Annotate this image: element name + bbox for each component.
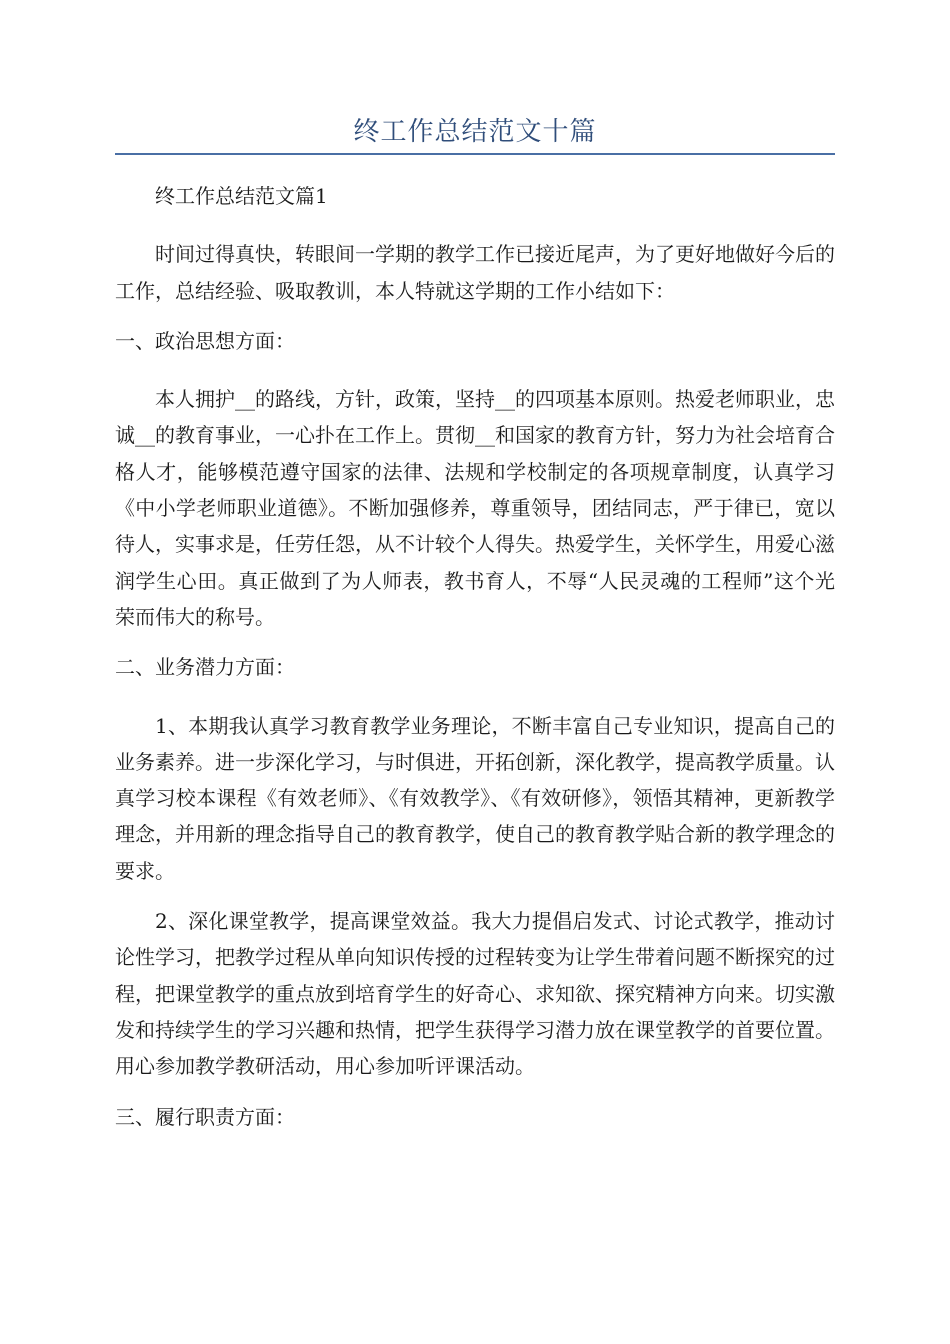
title-underline — [115, 153, 835, 155]
section-body-politics: 本人拥护__的路线，方针，政策，坚持__的四项基本原则。热爱老师职业，忠诚__的教育事业，一心扑在工作上。贯彻__和国家的教育方针，努力为社会培育合格人才，能够模范遵守国家的法律、法规和学校制定的各项规章制度，认真学习《中小学老师职业道德》。不断加强修养，尊重领导，团结同志，严于律已，宽以待人，实事求是，任劳任怨，从不计较个人得失。热爱学生，关怀学生，用爱心滋润学生心田。真正做到了为人师表，教书育人，不辱“人民灵魂的工程师”这个光荣而伟大的称号。 — [115, 387, 835, 629]
document-body — [115, 178, 835, 1157]
article-subtitle: 终工作总结范文篇1 — [155, 184, 328, 208]
section-item-ability-1: 1、本期我认真学习教育教学业务理论，不断丰富自己专业知识，提高自己的业务素养。进一步深化学习，与时俱进，开拓创新，深化教学，提高教学质量。认真学习校本课程《有效老师》、《有效教学》、《有效研修》，领悟其精神，更新教学理念，并用新的理念指导自己的教育教学，使自己的教育教学贴合新的教学理念的要求。 — [115, 713, 835, 883]
document-title: 终工作总结范文十篇 — [353, 117, 597, 147]
section-item-ability-2: 2、深化课堂教学，提高课堂效益。我大力提倡启发式、讨论式教学，推动讨论性学习，把教学过程从单向知识传授的过程转变为让学生带着问题不断探究的过程，把课堂教学的重点放到培育学生的好奇心、求知欲、探究精神方向来。切实激发和持续学生的学习兴趣和热情，把学生获得学习潜力放在课堂教学的首要位置。用心参加教学教研活动，用心参加听评课活动。 — [115, 909, 835, 1079]
section-heading-duties: 三、履行职责方面： — [115, 1104, 295, 1129]
section-heading-ability: 二、业务潜力方面： — [115, 655, 295, 680]
section-heading-politics: 一、政治思想方面： — [115, 328, 295, 353]
intro-paragraph: 时间过得真快，转眼间一学期的教学工作已接近尾声，为了更好地做好今后的工作，总结经验、吸取教训，本人特就这学期的工作小结如下： — [115, 242, 835, 303]
